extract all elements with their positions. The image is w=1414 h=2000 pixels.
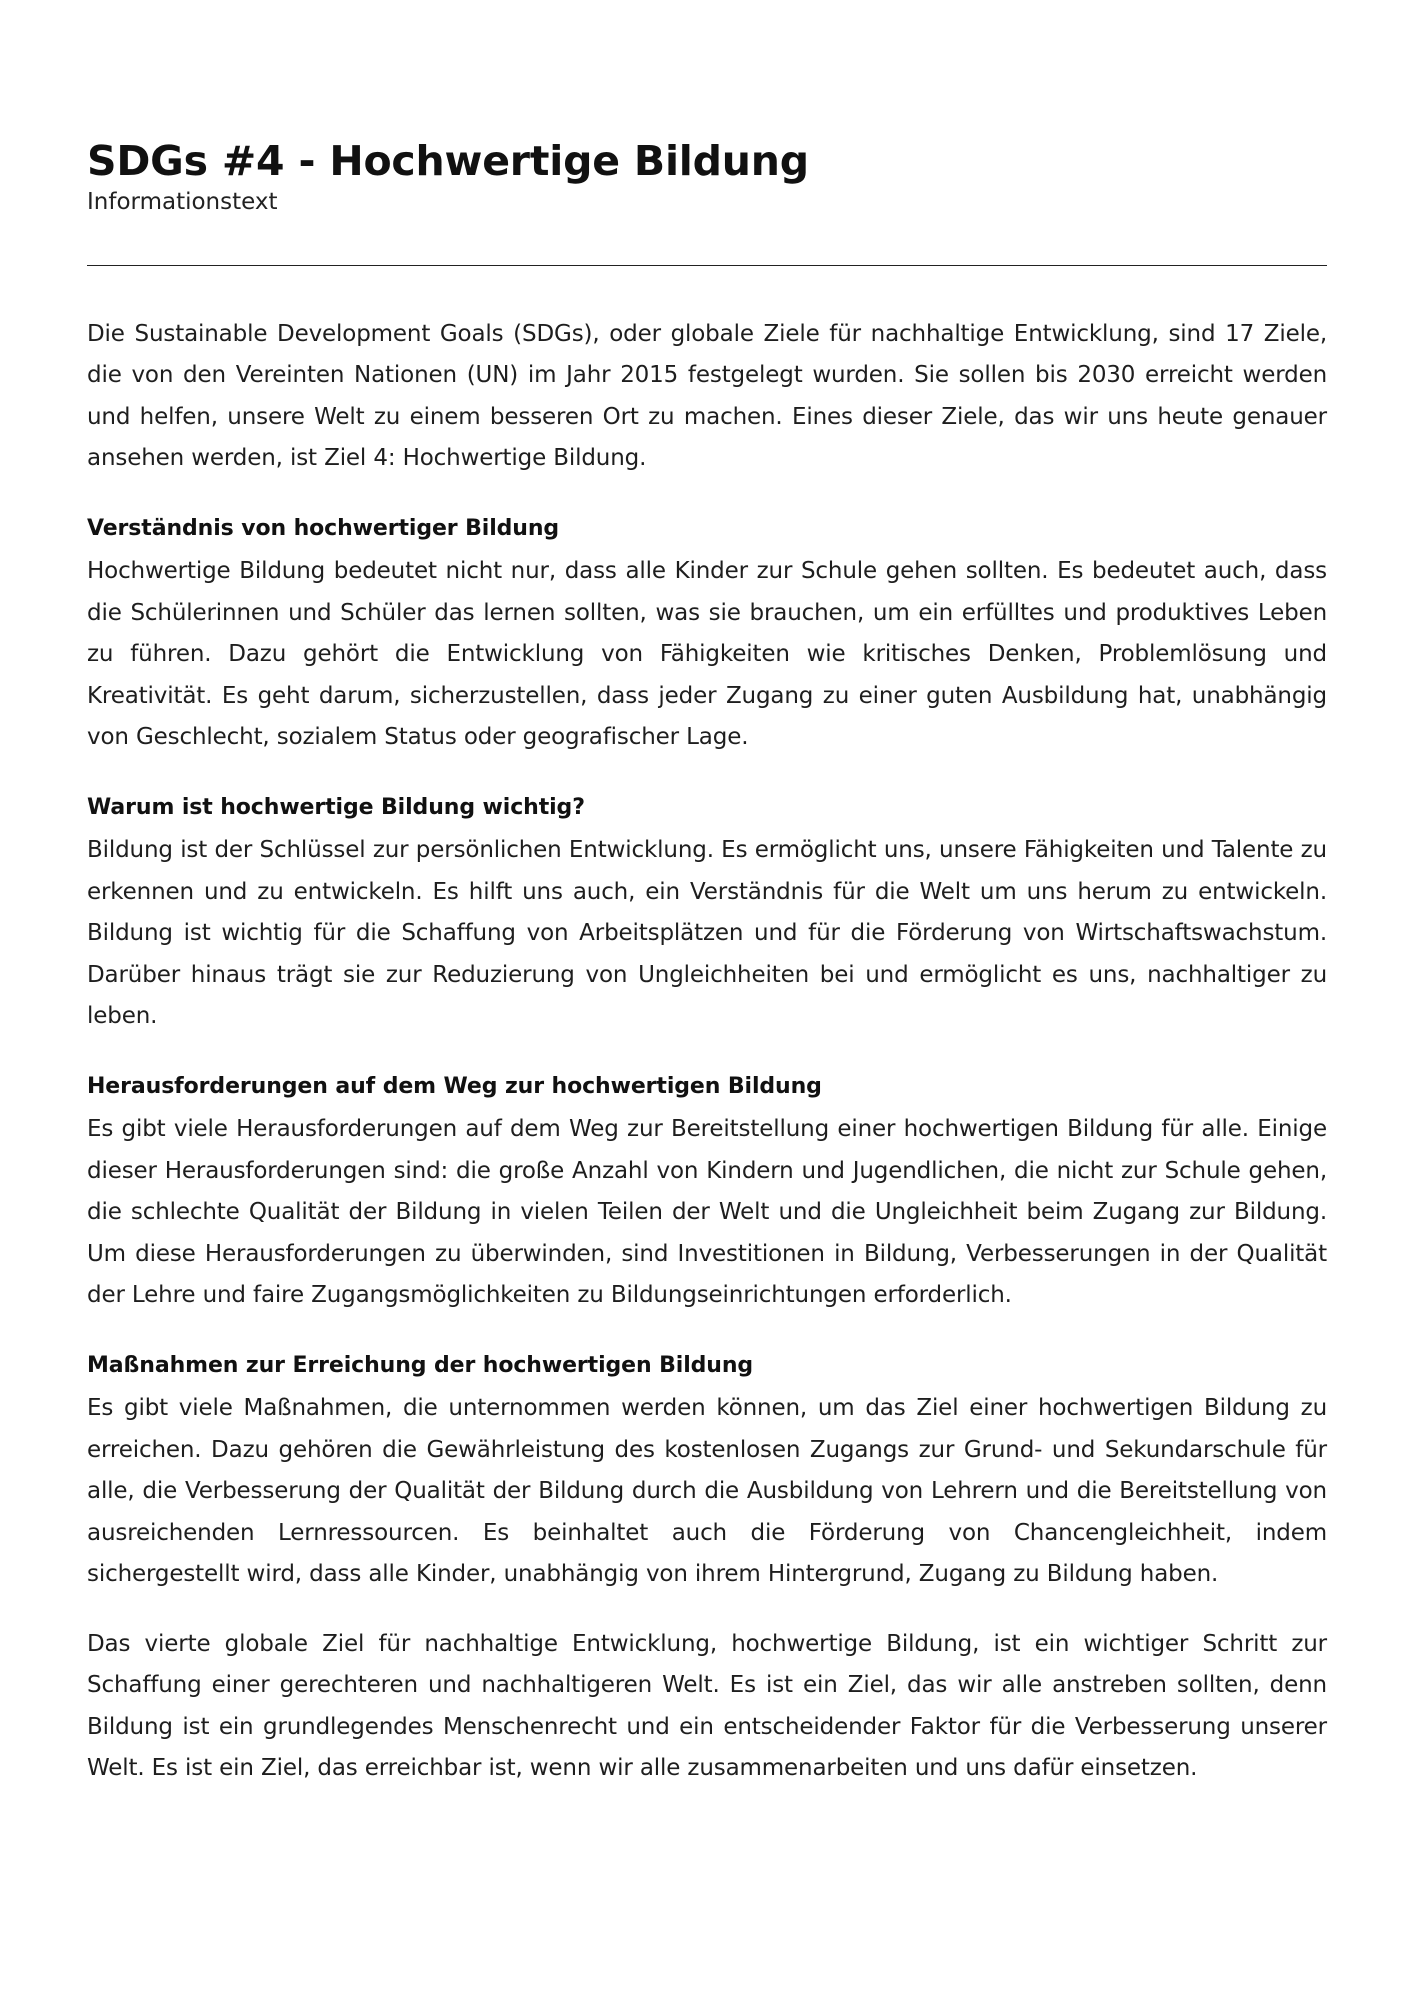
page-subtitle: Informationstext [87, 189, 278, 216]
intro-paragraph: Die Sustainable Development Goals (SDGs), oder globale Ziele für nachhaltige Entwicklung, sind 17 Ziele, die von den Vereinten Nationen (UN) im Jahr 2015 festgelegt wurden. Sie sollen bis 2030 erreicht werden und helfen, unsere Welt zu einem besseren Ort zu machen. Eines dieser Ziele, das wir uns heute genauer ansehen werden, ist Ziel 4: Hochwertige Bildung. [87, 320, 1327, 472]
conclusion-paragraph: Das vierte globale Ziel für nachhaltige Entwicklung, hochwertige Bildung, ist ein wichtiger Schritt zur Schaffung einer gerechteren und nachhaltigeren Welt. Es ist ein Ziel, das wir alle anstreben sollten, denn Bildung ist ein grundlegendes Menschenrecht und ein entscheidender Faktor für die Verbesserung unserer Welt. Es ist ein Ziel, das erreichbar ist, wenn wir alle zusammenarbeiten und uns dafür einsetzen. [87, 1630, 1327, 1782]
section-paragraph: Bildung ist der Schlüssel zur persönlichen Entwicklung. Es ermöglicht uns, unsere Fähigkeiten und Talente zu erkennen und zu entwickeln. Es hilft uns auch, ein Verständnis für die Welt um uns herum zu entwickeln. Bildung ist wichtig für die Schaffung von Arbeitsplätzen und für die Förderung von Wirtschaftswachstum. Darüber hinaus trägt sie zur Reduzierung von Ungleichheiten bei und ermöglicht es uns, nachhaltiger zu leben. [87, 837, 1327, 1030]
section-understanding [87, 508, 1327, 759]
document-page [87, 138, 1327, 1790]
section-heading: Maßnahmen zur Erreichung der hochwertigen Bildung [87, 1352, 754, 1378]
section-challenges [87, 1066, 1327, 1317]
section-heading: Warum ist hochwertige Bildung wichtig? [87, 794, 585, 820]
document-body [87, 314, 1327, 1790]
page-title: SDGs #4 - Hochwertige Bildung [87, 137, 809, 185]
section-heading: Verständnis von hochwertiger Bildung [87, 515, 560, 541]
section-paragraph: Es gibt viele Herausforderungen auf dem Weg zur Bereitstellung einer hochwertigen Bildung für alle. Einige dieser Herausforderungen sind: die große Anzahl von Kindern und Jugendlichen, die nicht zur Schule gehen, die schlechte Qualität der Bildung in vielen Teilen der Welt und die Ungleichheit beim Zugang zur Bildung. Um diese Herausforderungen zu überwinden, sind Investitionen in Bildung, Verbesserungen in der Qualität der Lehre und faire Zugangsmöglichkeiten zu Bildungseinrichtungen erforderlich. [87, 1116, 1327, 1309]
section-paragraph: Hochwertige Bildung bedeutet nicht nur, dass alle Kinder zur Schule gehen sollten. Es bedeutet auch, dass die Schülerinnen und Schüler das lernen sollten, was sie brauchen, um ein erfülltes und produktives Leben zu führen. Dazu gehört die Entwicklung von Fähigkeiten wie kritisches Denken, Problemlösung und Kreativität. Es geht darum, sicherzustellen, dass jeder Zugang zu einer guten Ausbildung hat, unabhängig von Geschlecht, sozialem Status oder geografischer Lage. [87, 558, 1327, 751]
section-importance [87, 787, 1327, 1038]
section-paragraph: Es gibt viele Maßnahmen, die unternommen werden können, um das Ziel einer hochwertigen Bildung zu erreichen. Dazu gehören die Gewährleistung des kostenlosen Zugangs zur Grund- und Sekundarschule für alle, die Verbesserung der Qualität der Bildung durch die Ausbildung von Lehrern und die Bereitstellung von ausreichenden Lernressourcen. Es beinhaltet auch die Förderung von Chancengleichheit, indem sichergestellt wird, dass alle Kinder, unabhängig von ihrem Hintergrund, Zugang zu Bildung haben. [87, 1395, 1327, 1588]
section-measures [87, 1345, 1327, 1596]
header-divider [87, 265, 1327, 266]
section-heading: Herausforderungen auf dem Weg zur hochwertigen Bildung [87, 1073, 822, 1099]
